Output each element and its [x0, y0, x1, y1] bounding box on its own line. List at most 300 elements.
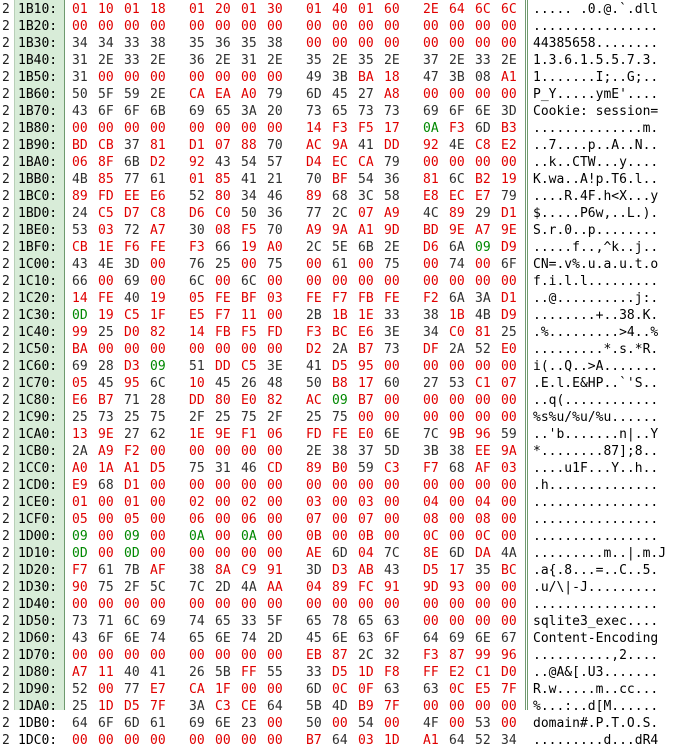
hex-byte[interactable]: 63 [384, 682, 400, 697]
hex-byte[interactable]: 74 [449, 257, 465, 272]
hex-byte[interactable]: EE [475, 444, 491, 459]
hex-byte[interactable]: 00 [332, 19, 348, 34]
hex-byte[interactable]: D3 [124, 359, 140, 374]
hex-byte[interactable]: D5 [150, 461, 166, 476]
hex-byte[interactable]: 00 [124, 648, 140, 663]
hex-byte[interactable]: 00 [189, 733, 205, 748]
hex-byte[interactable]: 00 [475, 597, 491, 612]
hex-byte[interactable]: B0 [332, 461, 348, 476]
hex-byte[interactable]: 66 [215, 240, 231, 255]
hex-byte[interactable]: C1 [475, 665, 491, 680]
hex-byte[interactable]: 3B [449, 70, 465, 85]
hex-byte[interactable]: 00 [267, 121, 283, 136]
hex-byte[interactable]: FD [267, 325, 283, 340]
hex-byte[interactable]: 41 [306, 359, 322, 374]
hex-row[interactable] [0, 698, 689, 715]
hex-byte[interactable]: 6A [449, 240, 465, 255]
hex-byte[interactable]: E5 [189, 308, 205, 323]
hex-byte[interactable]: 5E [332, 240, 348, 255]
hex-byte[interactable]: 2E [306, 444, 322, 459]
hex-byte[interactable]: 25 [306, 410, 322, 425]
hex-byte[interactable]: 50 [306, 376, 322, 391]
hex-byte[interactable]: 69 [124, 274, 140, 289]
hex-byte[interactable]: 40 [124, 291, 140, 306]
hex-byte[interactable]: 49 [306, 70, 322, 85]
hex-byte[interactable]: 00 [423, 359, 439, 374]
hex-byte[interactable]: 9E [215, 427, 231, 442]
hex-byte[interactable]: FF [241, 665, 257, 680]
hex-byte[interactable]: A1 [423, 733, 439, 748]
hex-byte[interactable]: A0 [267, 240, 283, 255]
hex-byte[interactable]: 0C [449, 682, 465, 697]
hex-byte[interactable]: 45 [215, 376, 231, 391]
hex-row[interactable] [0, 1, 689, 18]
hex-byte[interactable]: C5 [124, 308, 140, 323]
hex-byte[interactable]: 88 [241, 138, 257, 153]
hex-byte[interactable]: 60 [384, 376, 400, 391]
hex-byte[interactable]: 00 [267, 716, 283, 731]
hex-byte[interactable]: 82 [150, 325, 166, 340]
hex-byte[interactable]: 00 [241, 648, 257, 663]
hex-byte[interactable]: 77 [306, 206, 322, 221]
hex-byte[interactable]: 30 [189, 223, 205, 238]
hex-byte[interactable]: 99 [475, 648, 491, 663]
hex-byte[interactable]: 00 [215, 444, 231, 459]
hex-byte[interactable]: 74 [241, 631, 257, 646]
hex-byte[interactable]: D1 [189, 138, 205, 153]
hex-byte[interactable]: 27 [358, 87, 374, 102]
hex-byte[interactable]: 00 [241, 597, 257, 612]
hex-byte[interactable]: 38 [150, 36, 166, 51]
hex-byte[interactable]: D7 [124, 206, 140, 221]
hex-byte[interactable]: 6F [449, 104, 465, 119]
hex-byte[interactable]: 75 [98, 580, 114, 595]
hex-byte[interactable]: 00 [150, 274, 166, 289]
hex-byte[interactable]: 69 [189, 104, 205, 119]
hex-byte[interactable]: 35 [189, 36, 205, 51]
hex-byte[interactable]: AF [150, 563, 166, 578]
row-ascii[interactable]: ....R.4F.h<X...y [533, 189, 659, 204]
hex-byte[interactable]: 3A [241, 104, 257, 119]
hex-byte[interactable]: 03 [358, 733, 374, 748]
hex-byte[interactable]: 73 [98, 410, 114, 425]
hex-byte[interactable]: 00 [124, 597, 140, 612]
hex-byte[interactable]: 7F [150, 699, 166, 714]
hex-byte[interactable]: 00 [423, 87, 439, 102]
hex-row[interactable] [0, 188, 689, 205]
hex-byte[interactable]: 65 [189, 631, 205, 646]
hex-byte[interactable]: 59 [501, 427, 517, 442]
row-ascii[interactable]: sqlite3_exec.... [533, 614, 659, 629]
hex-byte[interactable]: 5B [306, 699, 322, 714]
hex-byte[interactable]: 30 [267, 2, 283, 17]
hex-byte[interactable]: 8E [423, 546, 439, 561]
hex-byte[interactable]: 11 [241, 308, 257, 323]
hex-byte[interactable]: AC [306, 138, 322, 153]
hex-byte[interactable]: 68 [98, 478, 114, 493]
hex-row[interactable] [0, 732, 689, 749]
row-ascii[interactable]: .%.........>4..% [533, 325, 659, 340]
hex-byte[interactable]: 6D [449, 546, 465, 561]
hex-byte[interactable]: 43 [72, 257, 88, 272]
hex-row[interactable] [0, 205, 689, 222]
hex-byte[interactable]: 36 [215, 36, 231, 51]
hex-byte[interactable]: 00 [449, 478, 465, 493]
hex-byte[interactable]: 00 [384, 359, 400, 374]
hex-byte[interactable]: 00 [267, 70, 283, 85]
hex-byte[interactable]: 09 [72, 529, 88, 544]
hex-byte[interactable]: 00 [150, 648, 166, 663]
hex-byte[interactable]: 6C [241, 274, 257, 289]
hex-byte[interactable]: 00 [475, 19, 491, 34]
hex-byte[interactable]: DD [189, 393, 205, 408]
hex-byte[interactable]: 00 [267, 733, 283, 748]
hex-byte[interactable]: 0D [72, 308, 88, 323]
hex-byte[interactable]: 00 [267, 342, 283, 357]
hex-byte[interactable]: 95 [358, 359, 374, 374]
hex-byte[interactable]: 9E [98, 427, 114, 442]
hex-byte[interactable]: CB [72, 240, 88, 255]
hex-byte[interactable]: 45 [332, 87, 348, 102]
hex-byte[interactable]: 00 [501, 410, 517, 425]
hex-byte[interactable]: E9 [72, 478, 88, 493]
hex-byte[interactable]: 00 [358, 274, 374, 289]
hex-byte[interactable]: 00 [501, 87, 517, 102]
row-ascii[interactable]: S.r.0..p........ [533, 223, 659, 238]
hex-byte[interactable]: C3 [215, 699, 231, 714]
hex-byte[interactable]: 2B [306, 308, 322, 323]
hex-byte[interactable]: 18 [150, 2, 166, 17]
hex-byte[interactable]: 6C [501, 2, 517, 17]
hex-byte[interactable]: 52 [72, 682, 88, 697]
hex-byte[interactable]: 9A [332, 223, 348, 238]
hex-row[interactable] [0, 477, 689, 494]
hex-byte[interactable]: 00 [98, 274, 114, 289]
hex-byte[interactable]: 00 [384, 478, 400, 493]
hex-byte[interactable]: 00 [501, 529, 517, 544]
hex-byte[interactable]: 7C [384, 546, 400, 561]
hex-byte[interactable]: 00 [98, 682, 114, 697]
hex-byte[interactable]: 6F [98, 716, 114, 731]
hex-byte[interactable]: 24 [72, 206, 88, 221]
hex-byte[interactable]: 05 [72, 376, 88, 391]
hex-byte[interactable]: 00 [358, 478, 374, 493]
row-ascii[interactable]: ........+..38.K. [533, 308, 659, 323]
hex-byte[interactable]: 92 [423, 138, 439, 153]
hex-byte[interactable]: 00 [124, 733, 140, 748]
hex-byte[interactable]: 37 [358, 444, 374, 459]
hex-byte[interactable]: 00 [241, 70, 257, 85]
hex-byte[interactable]: A1 [358, 223, 374, 238]
hex-byte[interactable]: 03 [98, 223, 114, 238]
hex-byte[interactable]: EC [449, 189, 465, 204]
hex-byte[interactable]: 00 [215, 342, 231, 357]
hex-byte[interactable]: 00 [150, 257, 166, 272]
hex-byte[interactable]: 38 [423, 308, 439, 323]
hex-byte[interactable]: 53 [449, 376, 465, 391]
hex-byte[interactable]: 00 [449, 597, 465, 612]
hex-byte[interactable]: E7 [475, 189, 491, 204]
hex-byte[interactable]: 00 [501, 393, 517, 408]
hex-byte[interactable]: D6 [423, 240, 439, 255]
hex-byte[interactable]: 00 [332, 478, 348, 493]
hex-byte[interactable]: 00 [384, 410, 400, 425]
hex-byte[interactable]: 8F [98, 155, 114, 170]
hex-byte[interactable]: 19 [241, 240, 257, 255]
row-ascii[interactable]: Content-Encoding [533, 631, 659, 646]
hex-byte[interactable]: 85 [98, 172, 114, 187]
hex-byte[interactable]: 73 [384, 104, 400, 119]
hex-byte[interactable]: 58 [384, 189, 400, 204]
hex-byte[interactable]: 26 [241, 376, 257, 391]
hex-byte[interactable]: 66 [72, 274, 88, 289]
hex-byte[interactable]: 2C [358, 648, 374, 663]
hex-byte[interactable]: 00 [306, 257, 322, 272]
hex-byte[interactable]: 65 [215, 614, 231, 629]
hex-byte[interactable]: 2A [449, 342, 465, 357]
hex-byte[interactable]: F3 [306, 325, 322, 340]
row-ascii[interactable]: ..'b.......n|..Y [533, 427, 659, 442]
hex-byte[interactable]: 00 [189, 478, 205, 493]
hex-byte[interactable]: 61 [98, 563, 114, 578]
hex-byte[interactable]: 00 [423, 699, 439, 714]
hex-byte[interactable]: 38 [267, 36, 283, 51]
hex-byte[interactable]: 00 [215, 648, 231, 663]
hex-byte[interactable]: FC [358, 580, 374, 595]
hex-byte[interactable]: 00 [72, 733, 88, 748]
hex-byte[interactable]: 48 [267, 376, 283, 391]
hex-row[interactable] [0, 511, 689, 528]
hex-byte[interactable]: 9D [423, 580, 439, 595]
hex-byte[interactable]: 00 [501, 512, 517, 527]
hex-byte[interactable]: 09 [124, 529, 140, 544]
hex-byte[interactable]: 00 [306, 478, 322, 493]
hex-byte[interactable]: 3A [189, 699, 205, 714]
hex-byte[interactable]: 62 [150, 427, 166, 442]
row-ascii[interactable]: $.....P6w,..L.). [533, 206, 659, 221]
hex-byte[interactable]: 03 [358, 495, 374, 510]
hex-byte[interactable]: 70 [267, 223, 283, 238]
hex-byte[interactable]: 38 [189, 563, 205, 578]
hex-row[interactable] [0, 409, 689, 426]
hex-byte[interactable]: 00 [306, 274, 322, 289]
row-ascii[interactable]: P_Y.....ymE'.... [533, 87, 659, 102]
hex-byte[interactable]: E6 [72, 393, 88, 408]
hex-byte[interactable]: 37 [423, 53, 439, 68]
hex-byte[interactable]: 00 [267, 512, 283, 527]
hex-byte[interactable]: 23 [241, 716, 257, 731]
hex-byte[interactable]: 25 [98, 325, 114, 340]
hex-byte[interactable]: 00 [332, 495, 348, 510]
hex-byte[interactable]: 95 [124, 376, 140, 391]
hex-byte[interactable]: 00 [423, 19, 439, 34]
hex-byte[interactable]: 96 [501, 648, 517, 663]
hex-byte[interactable]: DA [475, 546, 491, 561]
hex-byte[interactable]: 00 [215, 70, 231, 85]
hex-byte[interactable]: 00 [267, 308, 283, 323]
hex-byte[interactable]: 59 [124, 87, 140, 102]
hex-byte[interactable]: 00 [150, 529, 166, 544]
hex-byte[interactable]: 10 [98, 2, 114, 17]
hex-byte[interactable]: 00 [241, 546, 257, 561]
hex-byte[interactable]: 2E [384, 53, 400, 68]
row-ascii[interactable]: ................ [533, 495, 659, 510]
hex-byte[interactable]: 79 [384, 155, 400, 170]
hex-byte[interactable]: A9 [384, 206, 400, 221]
hex-row[interactable] [0, 630, 689, 647]
hex-byte[interactable]: 25 [501, 325, 517, 340]
hex-byte[interactable]: 00 [215, 495, 231, 510]
row-ascii[interactable]: .a{.8...=..C..5. [533, 563, 659, 578]
hex-byte[interactable]: 00 [384, 716, 400, 731]
hex-byte[interactable]: 00 [72, 648, 88, 663]
hex-byte[interactable]: 25 [215, 410, 231, 425]
row-ascii[interactable]: domain#.P.T.O.S. [533, 716, 659, 731]
hex-byte[interactable]: 4A [241, 580, 257, 595]
hex-row[interactable] [0, 494, 689, 511]
hex-byte[interactable]: 3D [124, 257, 140, 272]
hex-byte[interactable]: 01 [358, 2, 374, 17]
hex-byte[interactable]: 00 [384, 597, 400, 612]
hex-byte[interactable]: 96 [475, 427, 491, 442]
row-ascii[interactable]: 1.......I;..G;.. [533, 70, 659, 85]
hex-byte[interactable]: 01 [306, 2, 322, 17]
hex-row[interactable] [0, 52, 689, 69]
hex-byte[interactable]: 00 [215, 733, 231, 748]
hex-byte[interactable]: 2E [501, 53, 517, 68]
row-ascii[interactable]: .........m..|.m.J [533, 546, 667, 561]
hex-byte[interactable]: 87 [332, 648, 348, 663]
hex-byte[interactable]: 00 [423, 410, 439, 425]
hex-byte[interactable]: 52 [475, 733, 491, 748]
hex-byte[interactable]: F2 [423, 291, 439, 306]
hex-byte[interactable]: 69 [449, 631, 465, 646]
hex-byte[interactable]: 00 [72, 19, 88, 34]
hex-byte[interactable]: FD [306, 427, 322, 442]
hex-byte[interactable]: 00 [241, 257, 257, 272]
hex-byte[interactable]: 33 [384, 308, 400, 323]
hex-byte[interactable]: 00 [98, 648, 114, 663]
hex-byte[interactable]: EA [215, 87, 231, 102]
hex-byte[interactable]: 1D [358, 665, 374, 680]
hex-row[interactable] [0, 392, 689, 409]
hex-byte[interactable]: 00 [449, 699, 465, 714]
hex-byte[interactable]: 2E [215, 53, 231, 68]
hex-byte[interactable]: 1E [189, 427, 205, 442]
hex-byte[interactable]: 6F [384, 631, 400, 646]
hex-byte[interactable]: 1D [98, 699, 114, 714]
hex-byte[interactable]: 0B [306, 529, 322, 544]
hex-byte[interactable]: 08 [475, 512, 491, 527]
hex-byte[interactable]: 00 [215, 546, 231, 561]
hex-byte[interactable]: 17 [449, 563, 465, 578]
hex-byte[interactable]: 75 [384, 257, 400, 272]
hex-byte[interactable]: 5F [98, 87, 114, 102]
hex-byte[interactable]: 00 [306, 36, 322, 51]
hex-byte[interactable]: 5C [150, 580, 166, 595]
hex-byte[interactable]: 00 [501, 699, 517, 714]
hex-byte[interactable]: 50 [241, 206, 257, 221]
hex-byte[interactable]: 19 [98, 308, 114, 323]
hex-byte[interactable]: 6D [306, 682, 322, 697]
row-ascii[interactable]: ................ [533, 512, 659, 527]
hex-byte[interactable]: AC [306, 393, 322, 408]
hex-byte[interactable]: A7 [150, 223, 166, 238]
hex-byte[interactable]: F3 [423, 648, 439, 663]
hex-byte[interactable]: 53 [475, 716, 491, 731]
hex-byte[interactable]: 00 [98, 529, 114, 544]
hex-byte[interactable]: 20 [267, 104, 283, 119]
hex-byte[interactable]: E5 [475, 682, 491, 697]
hex-byte[interactable]: 7C [423, 427, 439, 442]
hex-byte[interactable]: C5 [98, 206, 114, 221]
hex-byte[interactable]: D5 [332, 359, 348, 374]
hex-byte[interactable]: 2F [267, 410, 283, 425]
hex-byte[interactable]: F1 [241, 427, 257, 442]
hex-byte[interactable]: 00 [501, 19, 517, 34]
hex-byte[interactable]: 00 [332, 529, 348, 544]
hex-byte[interactable]: 0D [72, 546, 88, 561]
hex-byte[interactable]: 2C [332, 206, 348, 221]
hex-byte[interactable]: 65 [306, 614, 322, 629]
hex-byte[interactable]: AF [475, 461, 491, 476]
hex-byte[interactable]: 05 [72, 512, 88, 527]
hex-byte[interactable]: 00 [449, 19, 465, 34]
hex-byte[interactable]: 02 [241, 495, 257, 510]
hex-byte[interactable]: 31 [72, 70, 88, 85]
hex-byte[interactable]: 00 [215, 19, 231, 34]
hex-byte[interactable]: BC [501, 563, 517, 578]
hex-row[interactable] [0, 137, 689, 154]
hex-byte[interactable]: 00 [215, 512, 231, 527]
hex-byte[interactable]: 00 [501, 614, 517, 629]
hex-byte[interactable]: A7 [72, 665, 88, 680]
hex-byte[interactable]: 81 [423, 172, 439, 187]
hex-byte[interactable]: 19 [150, 291, 166, 306]
hex-byte[interactable]: 8A [215, 563, 231, 578]
hex-row[interactable] [0, 69, 689, 86]
hex-byte[interactable]: 31 [241, 53, 257, 68]
hex-byte[interactable]: 09 [150, 359, 166, 374]
hex-byte[interactable]: 00 [241, 19, 257, 34]
hex-byte[interactable]: 52 [475, 342, 491, 357]
hex-byte[interactable]: 79 [501, 189, 517, 204]
hex-byte[interactable]: 00 [189, 546, 205, 561]
hex-byte[interactable]: 00 [267, 682, 283, 697]
hex-byte[interactable]: 64 [449, 2, 465, 17]
hex-byte[interactable]: 07 [358, 206, 374, 221]
hex-byte[interactable]: 06 [189, 512, 205, 527]
hex-byte[interactable]: 00 [241, 682, 257, 697]
hex-byte[interactable]: 00 [358, 597, 374, 612]
hex-byte[interactable]: 25 [215, 257, 231, 272]
hex-byte[interactable]: 65 [358, 614, 374, 629]
hex-byte[interactable]: 73 [72, 614, 88, 629]
hex-byte[interactable]: 2E [98, 53, 114, 68]
hex-byte[interactable]: 00 [189, 342, 205, 357]
hex-byte[interactable]: 0A [241, 529, 257, 544]
hex-row[interactable] [0, 579, 689, 596]
hex-byte[interactable]: 34 [72, 36, 88, 51]
hex-byte[interactable]: D2 [306, 342, 322, 357]
hex-byte[interactable]: C0 [449, 325, 465, 340]
hex-byte[interactable]: 07 [501, 376, 517, 391]
hex-row[interactable] [0, 613, 689, 630]
row-ascii[interactable]: .h.............. [533, 478, 659, 493]
hex-byte[interactable]: 01 [189, 172, 205, 187]
hex-byte[interactable]: 71 [98, 614, 114, 629]
hex-byte[interactable]: FE [332, 427, 348, 442]
